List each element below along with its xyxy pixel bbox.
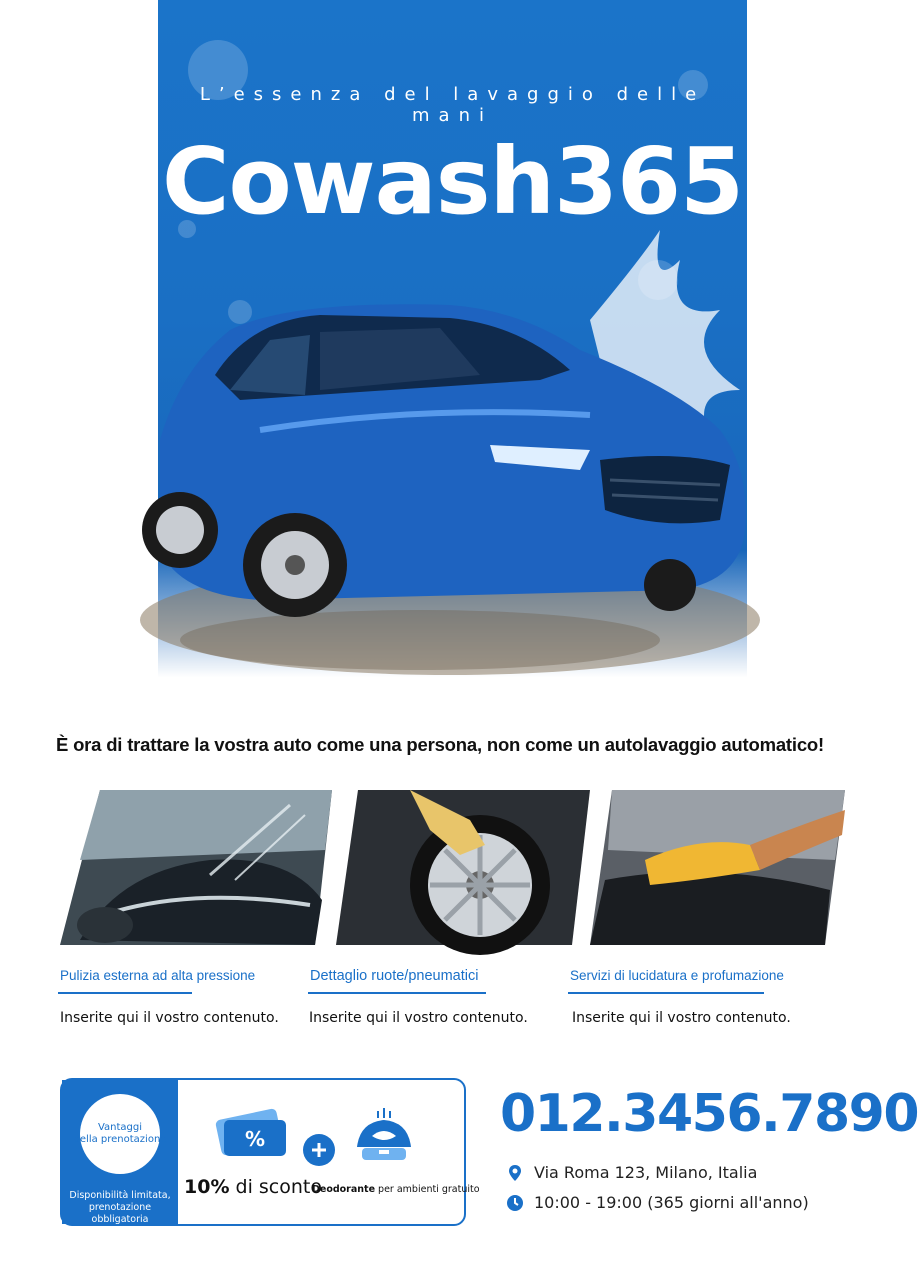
service-title-pressure: Pulizia esterna ad alta pressione xyxy=(60,968,256,983)
pressure-wash-photo xyxy=(60,790,332,945)
wheel-detail-photo xyxy=(336,790,590,955)
booking-badge-line2: della prenotazione xyxy=(73,1134,167,1145)
polishing-photo xyxy=(590,790,845,945)
svg-text:%: % xyxy=(244,1127,266,1151)
address-row xyxy=(506,1163,757,1182)
deodorant-offer xyxy=(312,1184,480,1195)
car-image xyxy=(120,200,780,700)
discount-offer xyxy=(184,1176,322,1198)
booking-badge-line1: Vantaggi xyxy=(97,1122,143,1133)
address-text: Via Roma 123, Milano, Italia xyxy=(534,1163,758,1182)
brand-title: Cowash365 xyxy=(161,128,744,235)
location-pin-icon xyxy=(506,1164,524,1182)
clock-icon xyxy=(506,1194,524,1212)
phone-number[interactable]: 012.3456.7890 xyxy=(500,1084,918,1144)
hours-row xyxy=(506,1193,809,1212)
service-underline xyxy=(58,992,192,994)
booking-badge xyxy=(73,1094,167,1174)
air-freshener-icon xyxy=(357,1108,411,1160)
service-text-wheels: Inserite qui il vostro contenuto. xyxy=(309,1010,528,1026)
deodorant-rest: per ambienti gratuito xyxy=(375,1184,480,1195)
discount-value: 10% xyxy=(184,1176,230,1198)
plus-icon xyxy=(303,1134,335,1166)
booking-side-panel xyxy=(62,1080,178,1224)
discount-ticket-icon xyxy=(215,1108,286,1156)
service-underline xyxy=(568,992,764,994)
booking-note: Disponibilità limitata, prenotazione obbligatoria xyxy=(69,1190,171,1225)
deodorant-bold: Deodorante xyxy=(312,1184,376,1195)
headline: È ora di trattare la vostra auto come una persona, non come un autolavaggio automatico! xyxy=(56,734,824,755)
hours-text: 10:00 - 19:00 (365 giorni all'anno) xyxy=(534,1193,809,1212)
service-text-pressure: Inserite qui il vostro contenuto. xyxy=(60,1010,279,1026)
service-title-wheels: Dettaglio ruote/pneumatici xyxy=(310,968,479,984)
service-text-polishing: Inserite qui il vostro contenuto. xyxy=(572,1010,791,1026)
service-underline xyxy=(308,992,486,994)
discount-label: di sconto xyxy=(229,1176,322,1198)
hero-tagline: L’essenza del lavaggio delle mani xyxy=(199,84,706,126)
booking-benefits-card xyxy=(60,1078,480,1226)
service-photos xyxy=(60,790,845,945)
service-title-polishing: Servizi di lucidatura e profumazione xyxy=(570,968,784,983)
